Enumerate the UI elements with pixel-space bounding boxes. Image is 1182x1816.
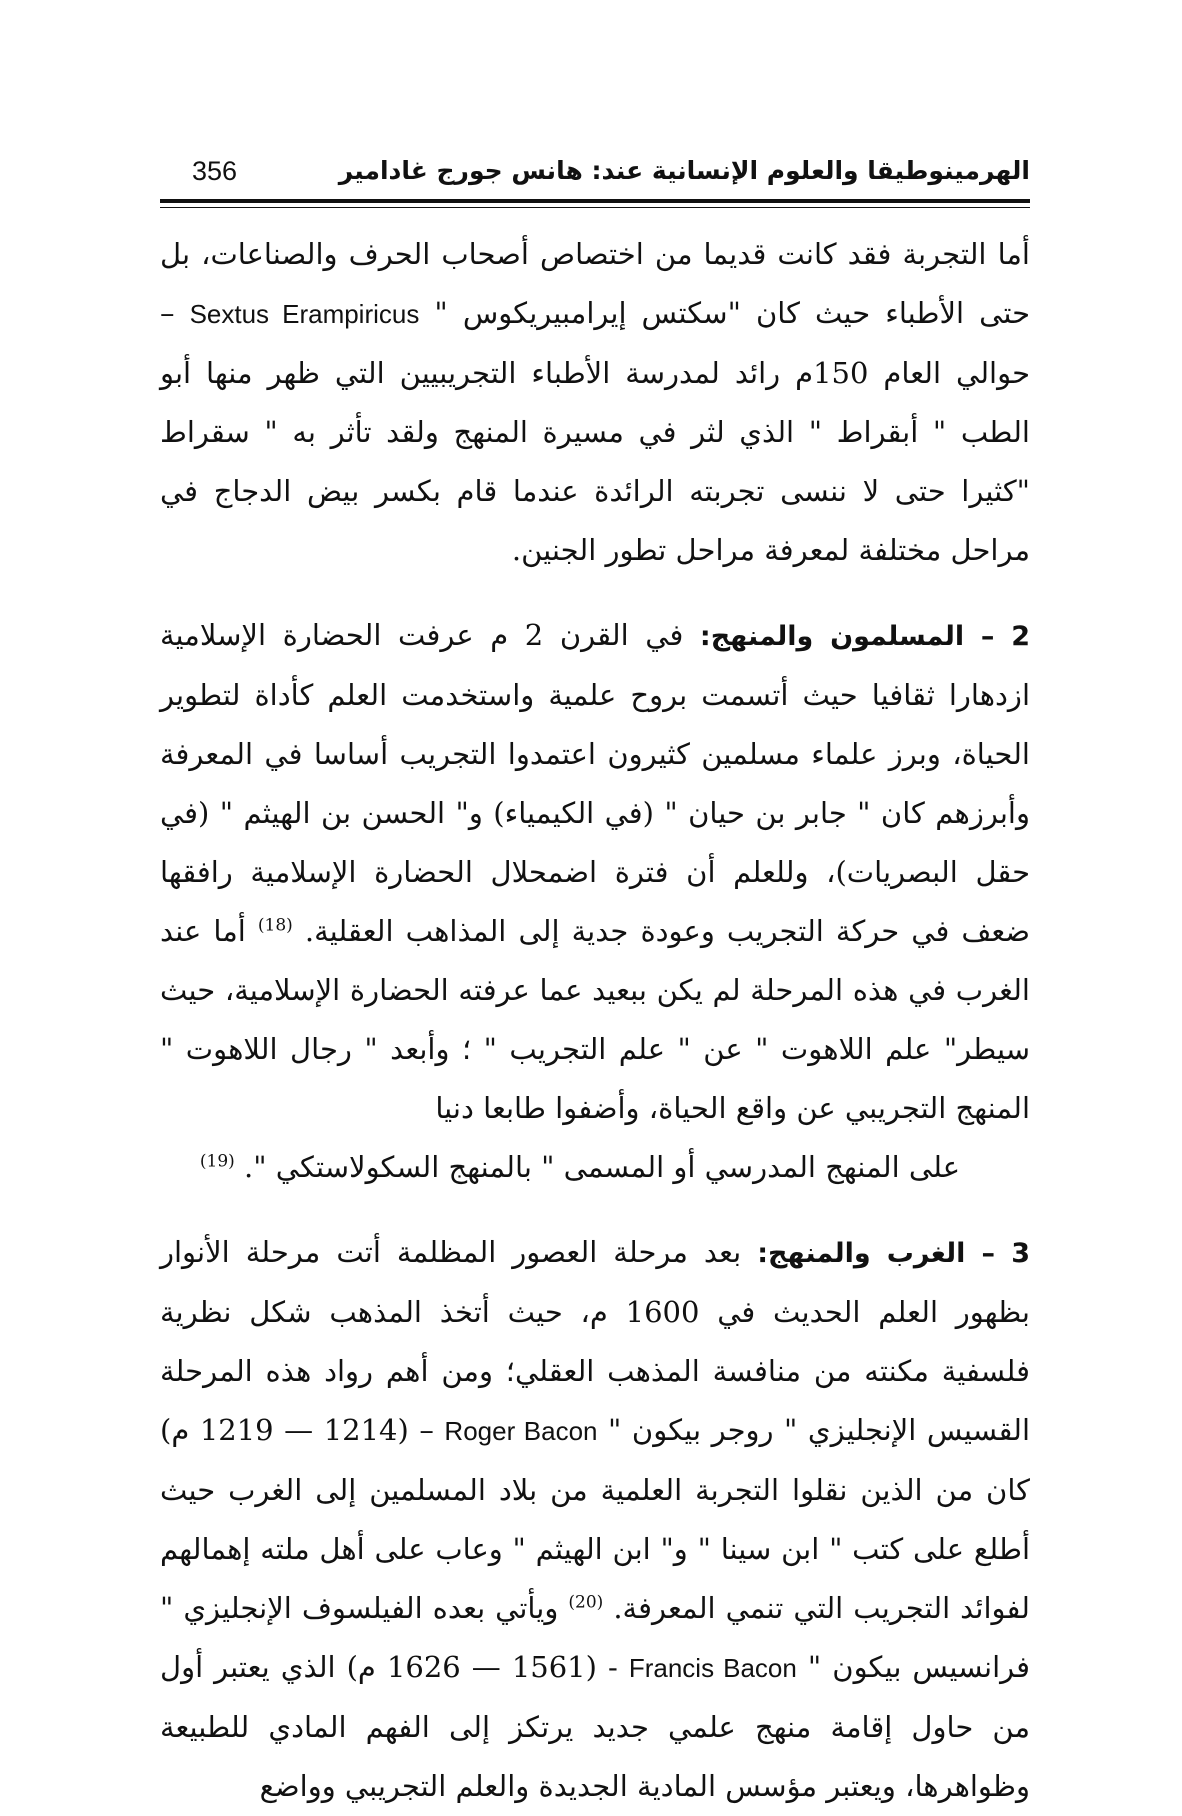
paragraph-muslims-and-method bbox=[160, 606, 1030, 1197]
paragraph3-text-3: ويأتي بعده الفيلسوف الإنجليزي " فرانسيس بيكون " bbox=[160, 1591, 1031, 1684]
footnote-ref-18: (18) bbox=[257, 915, 293, 936]
footnote-ref-20: (20) bbox=[568, 1592, 604, 1613]
paragraph2-text-3: على المنهج المدرسي أو المسمى " بالمنهج السكولاستكي ". bbox=[244, 1150, 960, 1184]
paragraph-experiment-history bbox=[160, 225, 1030, 580]
latin-name-roger-bacon: Roger Bacon bbox=[444, 1416, 598, 1446]
page-header bbox=[160, 150, 1030, 198]
header-rule-thin bbox=[160, 207, 1030, 208]
header-rule-thick bbox=[160, 199, 1030, 203]
section-heading-west: 3 – الغرب والمنهج: bbox=[757, 1238, 1031, 1269]
page-number: 356 bbox=[192, 156, 238, 186]
paragraph2-text-1: في القرن 2 م عرفت الحضارة الإسلامية ازدهارا ثقافيا حيث أتسمت بروح علمية واستخدمت العلم كأداة لتطوير الحياة، وبرز علماء مسلمين كثيرون اعتمدوا التجريب أساسا في المعرفة وأبرزهم كان " جابر بن حيان " (في الكيمياء) و" الحسن بن الهيثم " (في حقل البصريات)، وللعلم أن فترة اضمحلال الحضارة الإسلامية رافقها ضعف في حركة التجريب وعودة جدية إلى المذاهب العقلية. bbox=[160, 618, 1031, 948]
body-text bbox=[160, 225, 1031, 1803]
paragraph3-text-1: بعد مرحلة العصور المظلمة أتت مرحلة الأنوار بظهور العلم الحديث في 1600 م، حيث أتخذ المذهب شكل نظرية فلسفية مكنته من منافسة المذهب العقلي؛ ومن أهم رواد هذه المرحلة القسيس الإنجليزي " روجر بيكون " bbox=[160, 1235, 1031, 1447]
running-title: الهرمينوطيقا والعلوم الإنسانية عند: هانس جورج غادامير bbox=[338, 156, 1030, 185]
latin-name-francis-bacon: Francis Bacon bbox=[628, 1653, 797, 1683]
paragraph1-text-1: أما التجربة فقد كانت قديما من اختصاص أصحاب الحرف والصناعات، بل حتى الأطباء حيث كان "سكتس إيرامبيريكوس " bbox=[160, 237, 1031, 330]
paragraph2-closing-line bbox=[160, 1138, 1030, 1197]
section-heading-muslims: 2 – المسلمون والمنهج: bbox=[699, 621, 1030, 652]
footnote-ref-19: (19) bbox=[199, 1151, 235, 1172]
paragraph1-text-2: – حوالي العام 150م رائد لمدرسة الأطباء التجريبيين التي ظهر منها أبو الطب " أبقراط " الذي لثر في مسيرة المنهج ولقد تأثر به " سقراط "كثيرا حتى لا ننسى تجربته الرائدة عندما قام بكسر بيض الدجاج في مراحل مختلفة لمعرفة مراحل تطور الجنين. bbox=[160, 296, 1030, 567]
paragraph3-text-4: - (1561 — 1626 م) الذي يعتبر أول من حاول إقامة منهج علمي جديد يرتكز إلى الفهم المادي للطبيعة وظواهرها، ويعتبر مؤسس المادية الجديدة والعلم التجريبي وواضع bbox=[160, 1650, 1030, 1803]
paragraph2-text-2: أما عند الغرب في هذه المرحلة لم يكن ببعيد عما عرفته الحضارة الإسلامية، حيث سيطر" علم اللاهوت " عن " علم التجريب " ؛ وأبعد " رجال اللاهوت " المنهج التجريبي عن واقع الحياة، وأضفوا طابعا دنيا bbox=[160, 914, 1030, 1125]
latin-name-sextus: Sextus Erampiricus bbox=[189, 299, 420, 329]
paragraph3-text-2: – (1214 — 1219 م) كان من الذين نقلوا التجربة العلمية من بلاد المسلمين إلى الغرب حيث أطلع على كتب " ابن سينا " و" ابن الهيثم " وعاب على أهل ملته إهمالهم لفوائد التجريب التي تنمي المعرفة. bbox=[160, 1413, 1031, 1625]
paragraph-west-and-method bbox=[160, 1223, 1030, 1816]
